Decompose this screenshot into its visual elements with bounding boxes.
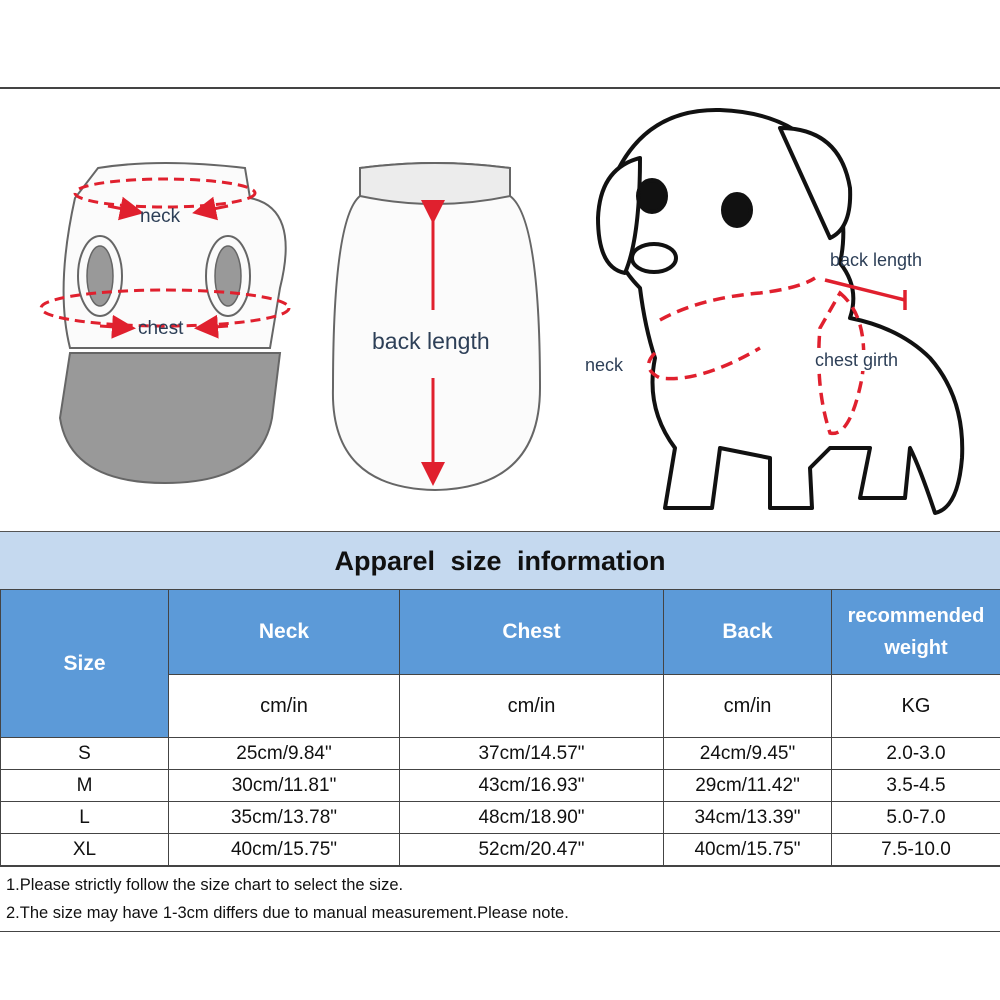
chest-header: Chest [400, 590, 664, 675]
table-row [1, 738, 1000, 770]
dog-back-length-label: back length [830, 250, 923, 270]
neck-unit: cm/in [169, 675, 400, 738]
size-cell: XL [1, 834, 169, 866]
chest-cell: 52cm/20.47" [400, 834, 664, 866]
weight-cell: 3.5-4.5 [832, 770, 1000, 802]
table-row [1, 834, 1000, 866]
neck-cell: 25cm/9.84" [169, 738, 400, 770]
dog-neck-label: neck [585, 355, 624, 375]
back-cell: 34cm/13.39" [664, 802, 832, 834]
notes-section [0, 866, 1000, 932]
size-cell: L [1, 802, 169, 834]
measurement-diagram [0, 88, 1000, 530]
size-table [0, 589, 1000, 866]
weight-cell: 5.0-7.0 [832, 802, 1000, 834]
back-cell: 24cm/9.45" [664, 738, 832, 770]
weight-cell: 2.0-3.0 [832, 738, 1000, 770]
weight-cell: 7.5-10.0 [832, 834, 1000, 866]
measurement-illustration [0, 88, 1000, 530]
shirt-chest-label: chest [138, 318, 184, 339]
chest-cell: 37cm/14.57" [400, 738, 664, 770]
neck-cell: 30cm/11.81" [169, 770, 400, 802]
weight-unit: KG [832, 675, 1000, 738]
note-2: 2.The size may have 1-3cm differs due to manual measurement.Please note. [6, 904, 569, 922]
size-cell: S [1, 738, 169, 770]
table-title: Apparel size information [0, 531, 1000, 591]
dog-chest-girth-label: chest girth [815, 350, 899, 370]
shirt-neck-label: neck [140, 206, 181, 227]
chest-cell: 43cm/16.93" [400, 770, 664, 802]
dog-illustration [598, 110, 962, 513]
table-row [1, 770, 1000, 802]
note-1: 1.Please strictly follow the size chart to select the size. [6, 876, 404, 894]
neck-header: Neck [169, 590, 400, 675]
chest-unit: cm/in [400, 675, 664, 738]
back-header: Back [664, 590, 832, 675]
neck-cell: 35cm/13.78" [169, 802, 400, 834]
weight-header: recommended weight [832, 590, 1000, 675]
neck-cell: 40cm/15.75" [169, 834, 400, 866]
size-cell: M [1, 770, 169, 802]
table-row [1, 802, 1000, 834]
back-cell: 29cm/11.42" [664, 770, 832, 802]
chest-cell: 48cm/18.90" [400, 802, 664, 834]
back-cell: 40cm/15.75" [664, 834, 832, 866]
back-unit: cm/in [664, 675, 832, 738]
shirt-back-length-label: back length [372, 328, 490, 354]
size-header: Size [1, 590, 169, 738]
shirt-back-icon [333, 163, 540, 490]
